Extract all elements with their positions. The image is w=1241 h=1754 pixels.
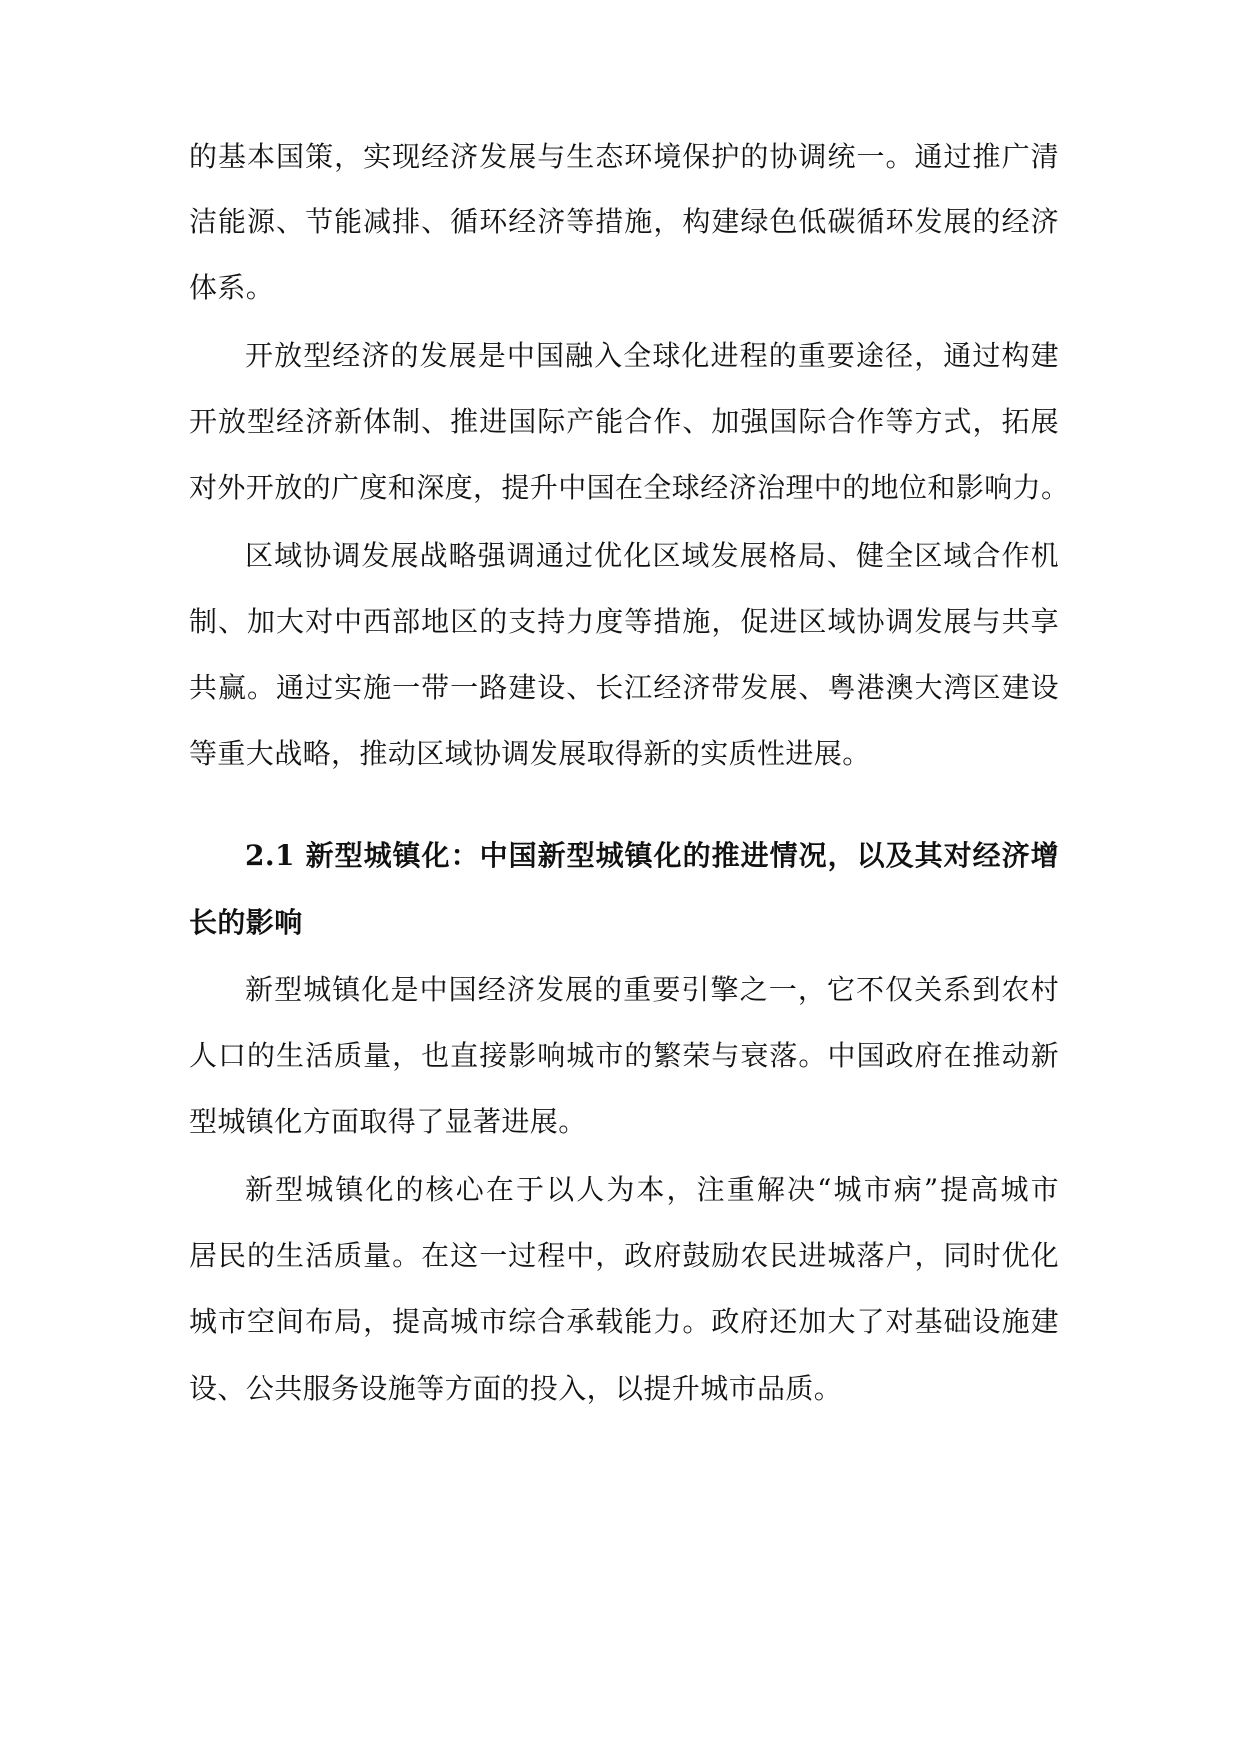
section-heading: 长的影响: [189, 906, 303, 939]
paragraph-line: 的基本国策，实现经济发展与生态环境保护的协调统一。通过推广清: [189, 140, 1059, 173]
paragraph-line: 对外开放的广度和深度，提升中国在全球经济治理中的地位和影响力。: [189, 471, 1070, 504]
section-heading: 2.1 新型城镇化：中国新型城镇化的推进情况，以及其对经济增: [245, 839, 1059, 872]
paragraph-line: 共赢。通过实施一带一路建设、长江经济带发展、粤港澳大湾区建设: [189, 671, 1059, 704]
paragraph-line: 设、公共服务设施等方面的投入，以提升城市品质。: [189, 1372, 843, 1405]
paragraph-line: 开放型经济新体制、推进国际产能合作、加强国际合作等方式，拓展: [189, 405, 1059, 438]
paragraph-line: 开放型经济的发展是中国融入全球化进程的重要途径，通过构建: [245, 339, 1059, 372]
paragraph-line: 区域协调发展战略强调通过优化区域发展格局、健全区域合作机: [245, 539, 1059, 572]
paragraph-line: 体系。: [189, 271, 275, 304]
paragraph-line: 新型城镇化的核心在于以人为本，注重解决“城市病”提高城市: [245, 1173, 1059, 1206]
paragraph-line: 新型城镇化是中国经济发展的重要引擎之一，它不仅关系到农村: [245, 973, 1059, 1006]
paragraph-line: 人口的生活质量，也直接影响城市的繁荣与衰落。中国政府在推动新: [189, 1039, 1059, 1072]
paragraph-line: 等重大战略，推动区域协调发展取得新的实质性进展。: [189, 737, 871, 770]
paragraph-line: 洁能源、节能减排、循环经济等措施，构建绿色低碳循环发展的经济: [189, 205, 1059, 238]
paragraph-line: 制、加大对中西部地区的支持力度等措施，促进区域协调发展与共享: [189, 605, 1059, 638]
paragraph-line: 型城镇化方面取得了显著进展。: [189, 1105, 587, 1138]
paragraph-line: 城市空间布局，提高城市综合承载能力。政府还加大了对基础设施建: [189, 1305, 1059, 1338]
paragraph-line: 居民的生活质量。在这一过程中，政府鼓励农民进城落户，同时优化: [189, 1239, 1059, 1272]
